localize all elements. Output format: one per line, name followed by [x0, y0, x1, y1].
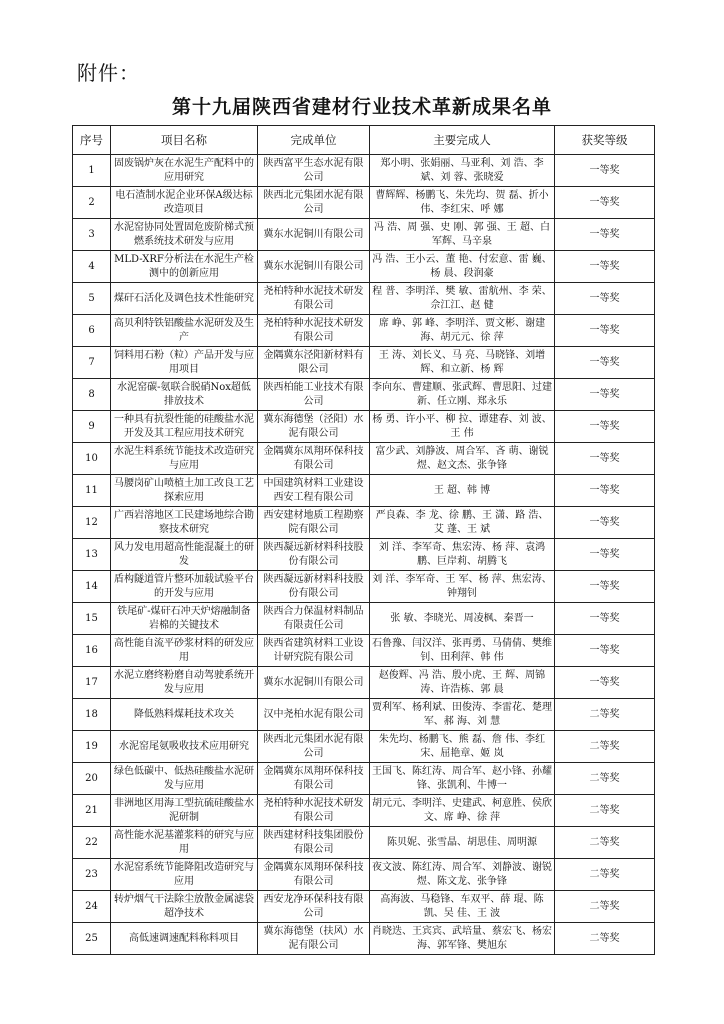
cell-unit: 陕西北元集团水泥有限公司 [258, 731, 370, 763]
cell-project: 非洲地区用海工型抗硫硅酸盐水泥研制 [111, 795, 258, 827]
table-row [73, 763, 655, 795]
cell-people: 严良森、李 龙、徐 鹏、王 潇、路 浩、艾 蓬、王 斌 [370, 507, 555, 539]
table-row [73, 187, 655, 219]
cell-people: 贾利军、杨利斌、田俊涛、李雷花、楚理军、郝 海、刘 慧 [370, 699, 555, 731]
cell-people: 郑小明、张娟丽、马亚利、刘 浩、李 斌、刘 蓉、张晓爱 [370, 155, 555, 187]
cell-no: 19 [73, 731, 111, 763]
cell-people: 高海波、马稳锋、车双平、薛 琨、陈 凯、吴 佳、王 波 [370, 891, 555, 923]
cell-project: 固废锅炉灰在水泥生产配料中的应用研究 [111, 155, 258, 187]
cell-no: 7 [73, 347, 111, 379]
table-body [73, 155, 655, 955]
cell-unit: 金隅冀东凤翔环保科技有限公司 [258, 763, 370, 795]
cell-level: 一等奖 [555, 315, 655, 347]
table-row [73, 507, 655, 539]
table-row [73, 347, 655, 379]
table-row [73, 539, 655, 571]
cell-level: 一等奖 [555, 603, 655, 635]
cell-unit: 尧柏特种水泥技术研发有限公司 [258, 315, 370, 347]
cell-no: 10 [73, 443, 111, 475]
table-row [73, 731, 655, 763]
table-row [73, 315, 655, 347]
cell-level: 一等奖 [555, 187, 655, 219]
cell-no: 24 [73, 891, 111, 923]
cell-level: 二等奖 [555, 763, 655, 795]
table-row [73, 219, 655, 251]
table-row [73, 571, 655, 603]
cell-level: 一等奖 [555, 347, 655, 379]
cell-no: 25 [73, 923, 111, 955]
table-row [73, 475, 655, 507]
cell-project: 水泥窑系统节能降阻改造研究与应用 [111, 859, 258, 891]
cell-no: 14 [73, 571, 111, 603]
attachment-label: 附件： [77, 61, 140, 85]
cell-people: 夜文波、陈红涛、周合军、刘静波、谢锐煜、陈文龙、张争锋 [370, 859, 555, 891]
page-title: 第十九届陕西省建材行业技术革新成果名单 [171, 96, 552, 118]
cell-project: 水泥立磨终粉磨自动驾驶系统开发与应用 [111, 667, 258, 699]
cell-project: 广西岩溶地区工民建场地综合勘察技术研究 [111, 507, 258, 539]
cell-no: 9 [73, 411, 111, 443]
cell-project: 饲料用石粉（粒）产品开发与应用项目 [111, 347, 258, 379]
cell-level: 一等奖 [555, 411, 655, 443]
cell-project: 电石渣制水泥企业环保A级达标改造项目 [111, 187, 258, 219]
cell-level: 一等奖 [555, 507, 655, 539]
cell-unit: 冀东水泥铜川有限公司 [258, 219, 370, 251]
table-row [73, 443, 655, 475]
cell-no: 17 [73, 667, 111, 699]
cell-people: 冯 浩、王小云、董 艳、付宏意、雷 巍、杨 晨、段润豪 [370, 251, 555, 283]
header-no: 序号 [73, 126, 111, 155]
cell-no: 6 [73, 315, 111, 347]
cell-unit: 陕西凝远新材料科技股份有限公司 [258, 539, 370, 571]
cell-level: 二等奖 [555, 859, 655, 891]
table-row [73, 251, 655, 283]
cell-people: 张 敏、李晓光、周凌枫、秦晋一 [370, 603, 555, 635]
cell-people: 朱先均、杨鹏飞、熊 磊、詹 伟、李红宋、屈艳章、姬 岚 [370, 731, 555, 763]
table-row [73, 667, 655, 699]
cell-no: 8 [73, 379, 111, 411]
cell-people: 杨 勇、许小平、柳 拉、谭建春、刘 波、王 伟 [370, 411, 555, 443]
cell-people: 肖晓迭、王宾宾、武培量、蔡宏飞、杨宏海、郭军锋、樊旭东 [370, 923, 555, 955]
cell-unit: 冀东海德堡（扶风）水泥有限公司 [258, 923, 370, 955]
cell-unit: 尧柏特种水泥技术研发有限公司 [258, 283, 370, 315]
cell-level: 一等奖 [555, 283, 655, 315]
cell-unit: 陕西省建筑材料工业设计研究院有限公司 [258, 635, 370, 667]
cell-no: 4 [73, 251, 111, 283]
header-people: 主要完成人 [370, 126, 555, 155]
cell-no: 1 [73, 155, 111, 187]
cell-project: 高低速调速配料称料项目 [111, 923, 258, 955]
cell-level: 一等奖 [555, 539, 655, 571]
cell-project: 铁尾矿-煤矸石冲天炉熔融制备岩棉的关键技术 [111, 603, 258, 635]
cell-people: 石鲁豫、闫汉洋、张再勇、马倩倩、樊维钊、田利萍、韩 伟 [370, 635, 555, 667]
table-row [73, 923, 655, 955]
cell-people: 程 普、李明洋、樊 敏、雷航州、李 荣、佘江江、赵 健 [370, 283, 555, 315]
cell-level: 二等奖 [555, 827, 655, 859]
award-table [72, 125, 655, 955]
cell-people: 王 涛、刘长义、马 亮、马晓锋、刘增辉、和立新、杨 辉 [370, 347, 555, 379]
cell-no: 12 [73, 507, 111, 539]
table-row [73, 827, 655, 859]
header-level: 获奖等级 [555, 126, 655, 155]
cell-level: 一等奖 [555, 475, 655, 507]
cell-no: 15 [73, 603, 111, 635]
cell-project: 水泥生料系统节能技术改造研究与应用 [111, 443, 258, 475]
cell-unit: 陕西建材科技集团股份有限公司 [258, 827, 370, 859]
cell-project: 绿色低碳中、低热硅酸盐水泥研发与应用 [111, 763, 258, 795]
cell-level: 一等奖 [555, 155, 655, 187]
cell-project: MLD-XRF分析法在水泥生产检测中的创新应用 [111, 251, 258, 283]
cell-project: 高性能水泥基灌浆料的研究与应用 [111, 827, 258, 859]
cell-unit: 陕西富平生态水泥有限公司 [258, 155, 370, 187]
cell-project: 转炉烟气干法除尘放散金属滤袋超净技术 [111, 891, 258, 923]
cell-unit: 尧柏特种水泥技术研发有限公司 [258, 795, 370, 827]
cell-no: 5 [73, 283, 111, 315]
cell-no: 3 [73, 219, 111, 251]
cell-project: 煤矸石活化及调色技术性能研究 [111, 283, 258, 315]
cell-no: 21 [73, 795, 111, 827]
header-project: 项目名称 [111, 126, 258, 155]
cell-level: 二等奖 [555, 699, 655, 731]
cell-project: 高性能自流平砂浆材料的研发应用 [111, 635, 258, 667]
table-row [73, 635, 655, 667]
cell-people: 陈贝妮、张雪晶、胡思佳、周明源 [370, 827, 555, 859]
cell-level: 一等奖 [555, 571, 655, 603]
cell-level: 一等奖 [555, 635, 655, 667]
cell-no: 16 [73, 635, 111, 667]
cell-level: 二等奖 [555, 923, 655, 955]
table-row [73, 699, 655, 731]
cell-unit: 冀东水泥铜川有限公司 [258, 667, 370, 699]
cell-people: 王国飞、陈红涛、周合军、赵小锋、孙耀锋、张凯利、牛博一 [370, 763, 555, 795]
cell-unit: 冀东水泥铜川有限公司 [258, 251, 370, 283]
cell-project: 降低熟料煤耗技术攻关 [111, 699, 258, 731]
cell-unit: 冀东海德堡（泾阳）水泥有限公司 [258, 411, 370, 443]
cell-level: 二等奖 [555, 731, 655, 763]
cell-unit: 西安龙净环保科技有限公司 [258, 891, 370, 923]
cell-no: 13 [73, 539, 111, 571]
cell-project: 水泥窑协同处置固危废阶梯式预燃系统技术研发与应用 [111, 219, 258, 251]
cell-level: 一等奖 [555, 251, 655, 283]
cell-people: 刘 洋、李军奇、焦宏涛、杨 萍、袁鸿鹏、巨岸莉、胡腾飞 [370, 539, 555, 571]
cell-level: 二等奖 [555, 795, 655, 827]
cell-project: 一种具有抗裂性能的硅酸盐水泥开发及其工程应用技术研究 [111, 411, 258, 443]
cell-people: 李向东、曹建顺、张武辉、曹思阳、过建新、任立刚、郑永乐 [370, 379, 555, 411]
cell-unit: 陕西柏能工业技术有限公司 [258, 379, 370, 411]
cell-people: 胡元元、李明洋、史建武、柯意胜、侯欣文、席 峥、徐 萍 [370, 795, 555, 827]
cell-people: 刘 洋、李军奇、王 军、杨 萍、焦宏涛、钟翔钊 [370, 571, 555, 603]
table-row [73, 859, 655, 891]
table-row [73, 891, 655, 923]
cell-no: 22 [73, 827, 111, 859]
cell-project: 马腰岗矿山喷植土加工改良工艺探索应用 [111, 475, 258, 507]
cell-people: 曹辉辉、杨鹏飞、朱先均、贺 磊、折小伟、李红宋、呼 娜 [370, 187, 555, 219]
cell-no: 18 [73, 699, 111, 731]
cell-no: 2 [73, 187, 111, 219]
table-row [73, 795, 655, 827]
cell-unit: 金隅冀东凤翔环保科技有限公司 [258, 443, 370, 475]
cell-no: 23 [73, 859, 111, 891]
cell-people: 冯 浩、周 强、史 刚、郭 强、王 超、白军辉、马辛泉 [370, 219, 555, 251]
cell-project: 风力发电用超高性能混凝土的研发 [111, 539, 258, 571]
cell-level: 一等奖 [555, 667, 655, 699]
cell-unit: 陕西北元集团水泥有限公司 [258, 187, 370, 219]
cell-level: 一等奖 [555, 379, 655, 411]
cell-no: 20 [73, 763, 111, 795]
cell-unit: 陕西凝远新材料科技股份有限公司 [258, 571, 370, 603]
cell-people: 席 峥、郭 峰、李明洋、贾文彬、谢建海、胡元元、徐 萍 [370, 315, 555, 347]
table-header-row [73, 126, 655, 155]
table-row [73, 603, 655, 635]
table-row [73, 283, 655, 315]
cell-project: 水泥窑尾氨吸收技术应用研究 [111, 731, 258, 763]
header-unit: 完成单位 [258, 126, 370, 155]
cell-unit: 中国建筑材料工业建设西安工程有限公司 [258, 475, 370, 507]
table-row [73, 411, 655, 443]
cell-unit: 金隅冀东泾阳新材料有限公司 [258, 347, 370, 379]
cell-unit: 西安建材地质工程勘察院有限公司 [258, 507, 370, 539]
cell-level: 一等奖 [555, 443, 655, 475]
cell-project: 高贝利特铁铝酸盐水泥研发及生产 [111, 315, 258, 347]
cell-no: 11 [73, 475, 111, 507]
cell-unit: 汉中尧柏水泥有限公司 [258, 699, 370, 731]
table-row [73, 155, 655, 187]
cell-project: 水泥窑碳-氨联合脱硝Nox超低排放技术 [111, 379, 258, 411]
cell-level: 一等奖 [555, 219, 655, 251]
cell-unit: 陕西合力保温材料制品有限责任公司 [258, 603, 370, 635]
cell-project: 盾构隧道管片整环加载试验平台的开发与应用 [111, 571, 258, 603]
table-row [73, 379, 655, 411]
cell-people: 王 超、韩 博 [370, 475, 555, 507]
cell-level: 二等奖 [555, 891, 655, 923]
cell-unit: 金隅冀东凤翔环保科技有限公司 [258, 859, 370, 891]
cell-people: 富少武、刘静波、周合军、吝 萌、谢锐煜、赵文杰、张争锋 [370, 443, 555, 475]
cell-people: 赵俊辉、冯 浩、殷小虎、王 辉、周锦涛、许浩栋、郭 晨 [370, 667, 555, 699]
